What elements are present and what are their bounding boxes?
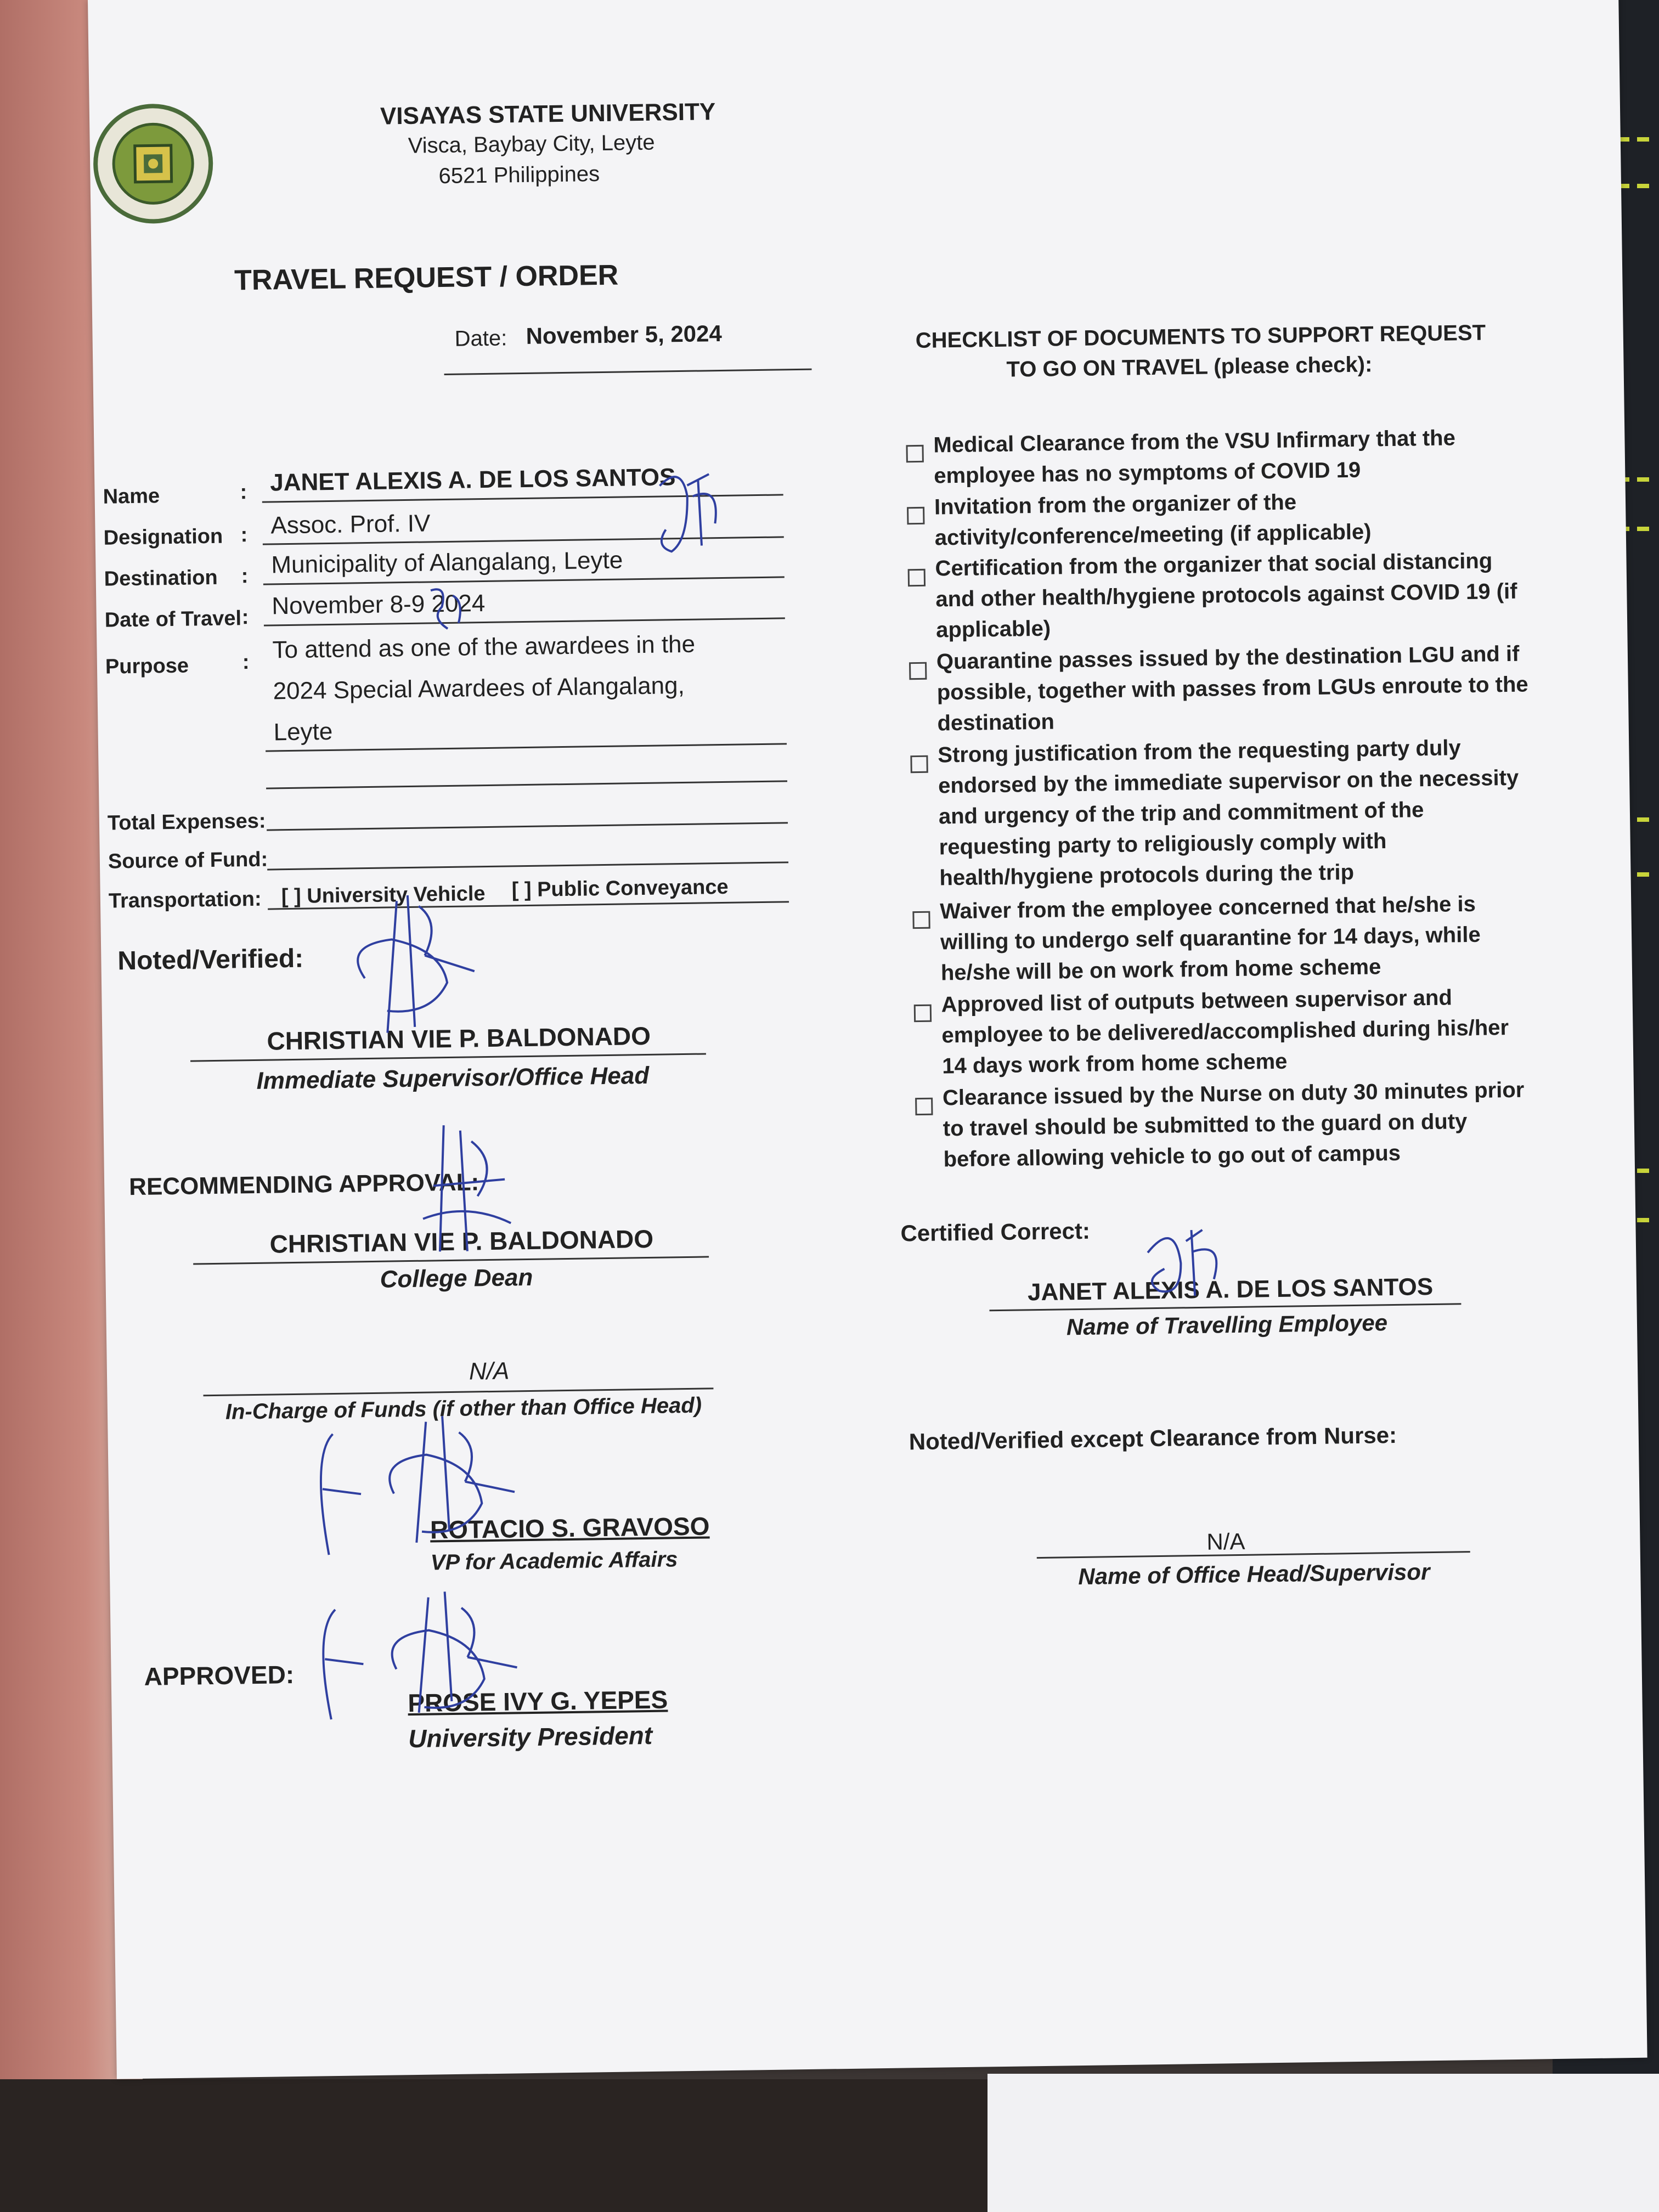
checklist-item: Medical Clearance from the VSU Infirmary that the employee has no symptoms of COVID 19	[933, 426, 1456, 488]
initials-signature	[648, 463, 737, 563]
purpose-line-2: 2024 Special Awardees of Alangalang,	[273, 672, 685, 705]
employee-signature	[1131, 1218, 1231, 1307]
date-label: Date:	[454, 326, 507, 351]
purpose-line-1: To attend as one of the awardees in the	[272, 630, 696, 664]
purpose-label: Purpose	[105, 654, 189, 679]
destination-label: Destination	[104, 566, 218, 591]
total-expenses-underline	[267, 822, 788, 831]
office-head-signature-line	[1037, 1551, 1470, 1559]
checkbox-invitation[interactable]	[907, 507, 924, 524]
recommending-approval-label: RECOMMENDING APPROVAL:	[128, 1169, 479, 1201]
checkbox-justification[interactable]	[910, 755, 928, 773]
dean-name: CHRISTIAN VIE P. BALDONADO	[269, 1224, 654, 1259]
checkbox-certification[interactable]	[908, 569, 926, 586]
supervisor-title: Immediate Supervisor/Office Head	[256, 1062, 650, 1094]
form-title: TRAVEL REQUEST / ORDER	[234, 259, 619, 297]
university-address: Visca, Baybay City, Leyte	[408, 130, 655, 158]
president-name: PROSE IVY G. YEPES	[408, 1685, 668, 1718]
colon: :	[242, 651, 250, 674]
checkbox-approved-outputs[interactable]	[914, 1005, 932, 1022]
colon: :	[240, 523, 248, 547]
checkbox-waiver[interactable]	[912, 911, 930, 929]
colon: :	[241, 606, 249, 629]
checkbox-nurse-clearance[interactable]	[915, 1098, 933, 1115]
checklist-subtitle: TO GO ON TRAVEL (please check):	[1006, 352, 1373, 382]
university-postal: 6521 Philippines	[438, 162, 600, 189]
colon: :	[241, 565, 249, 588]
date-correction-scribble	[425, 584, 470, 634]
designation-value: Assoc. Prof. IV	[270, 510, 431, 539]
name-label: Name	[103, 484, 160, 509]
source-of-fund-label: Source of Fund:	[108, 848, 268, 873]
university-name: VISAYAS STATE UNIVERSITY	[380, 98, 716, 130]
checklist-item: Strong justification from the requesting party duly endorsed by the immediate supervisor on the necessity and urgency of the trip and commitment of the requesting party to religiously comply with health/hygiene protocols during the trip	[938, 736, 1519, 890]
checklist-item: Quarantine passes issued by the destination LGU and if possible, together with passes from LGUs enroute to the destination	[936, 641, 1528, 736]
transport-option-public-conveyance: [ ] Public Conveyance	[511, 875, 729, 902]
destination-value: Municipality of Alangalang, Leyte	[271, 546, 623, 579]
date-underline	[444, 369, 812, 375]
funds-in-charge-title: In-Charge of Funds (if other than Office Head)	[225, 1393, 702, 1424]
designation-label: Designation	[103, 524, 223, 550]
supervisor-signature	[331, 889, 498, 1045]
office-head-title: Name of Office Head/Supervisor	[1077, 1559, 1430, 1590]
checklist-item: Invitation from the organizer of the activity/conference/meeting (if applicable)	[934, 490, 1372, 550]
university-seal	[89, 100, 217, 230]
noted-verified-label: Noted/Verified:	[117, 944, 304, 976]
noted-except-label: Noted/Verified except Clearance from Nurse:	[909, 1421, 1397, 1455]
date-value: November 5, 2024	[526, 320, 723, 349]
transportation-label: Transportation:	[108, 887, 262, 913]
colon: :	[240, 481, 247, 504]
approved-label: APPROVED:	[144, 1660, 295, 1691]
travel-order-document	[88, 0, 1647, 2079]
checklist-item: Approved list of outputs between supervisor and employee to be delivered/accomplished during his/her 14 days work from home scheme	[941, 985, 1509, 1079]
checklist-item: Waiver from the employee concerned that he/she is willing to undergo self quarantine for 14 days, while he/she will be on work from home scheme	[940, 891, 1481, 985]
employee-title: Name of Travelling Employee	[1066, 1310, 1388, 1340]
date-of-travel-value: November 8-9 2024	[272, 589, 486, 620]
funds-in-charge-value: N/A	[469, 1357, 510, 1385]
dean-title: College Dean	[380, 1263, 533, 1293]
checklist-item: Certification from the organizer that social distancing and other health/hygiene protocols against COVID 19 (if applicable)	[935, 549, 1517, 642]
purpose-line-3: Leyte	[273, 718, 333, 746]
certified-correct-label: Certified Correct:	[900, 1217, 1091, 1246]
name-value: JANET ALEXIS A. DE LOS SANTOS	[269, 464, 676, 496]
dean-signature	[411, 1119, 523, 1263]
checklist-title: CHECKLIST OF DOCUMENTS TO SUPPORT REQUEST	[915, 320, 1486, 353]
supervisor-name: CHRISTIAN VIE P. BALDONADO	[267, 1021, 651, 1056]
underlying-paper	[988, 2074, 1659, 2212]
office-head-value: N/A	[1206, 1528, 1245, 1555]
checkbox-medical-clearance[interactable]	[906, 445, 923, 462]
source-of-fund-underline	[267, 861, 788, 870]
employee-name: JANET ALEXIS A. DE LOS SANTOS	[1027, 1273, 1434, 1306]
president-signature	[302, 1585, 534, 1742]
president-title: University President	[408, 1720, 653, 1753]
purpose-underline-1	[266, 743, 787, 752]
purpose-underline-2	[266, 780, 787, 789]
vp-title: VP for Academic Affairs	[430, 1547, 678, 1575]
date-of-travel-label: Date of Travel	[104, 607, 242, 632]
transport-option-university-vehicle: [ ] University Vehicle	[281, 882, 486, 909]
checkbox-quarantine-passes[interactable]	[909, 662, 927, 680]
checklist-item: Clearance issued by the Nurse on duty 30 minutes prior to travel should be submitted to the guard on duty before allowing vehicle to go out of campus	[942, 1077, 1525, 1172]
vp-signature	[300, 1409, 532, 1577]
total-expenses-label: Total Expenses:	[107, 809, 266, 835]
vp-name: ROTACIO S. GRAVOSO	[430, 1511, 710, 1544]
